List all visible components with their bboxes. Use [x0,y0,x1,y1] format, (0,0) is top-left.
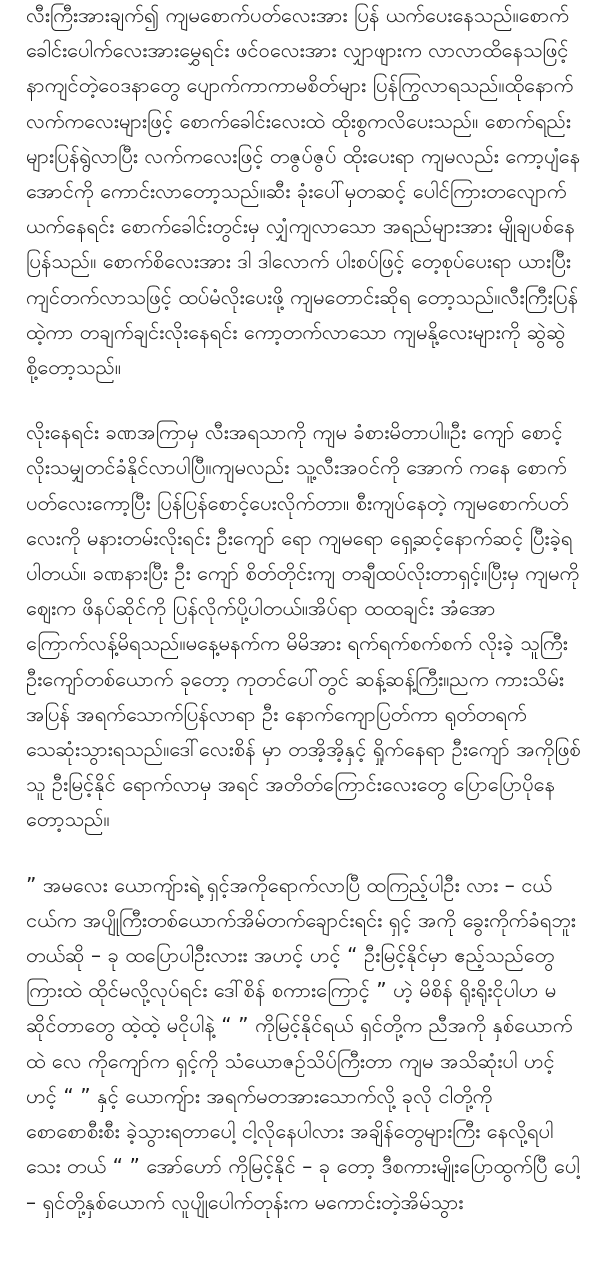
paragraph-3: ” အမလေး ယောကျ်ား​ရဲ့ ရှင့်အကိုရောက်လာပြီ ထကြည့်ပါဦး လား – ငယ်ငယ်က အပျိုကြီးတစ်ယောက်အိမ်တက်ချောင်းရင်း ရှင့် အကို ခွေးကိုက်ခံရဘူးတယ်ဆို – ခု ထပြောပါဦးလားး အဟင့် ဟင့် “ ဦးမြင့်နိုင်မှာ ဧည့်သည်တွေကြားထဲ ထိုင်မလို့လုပ်ရင်း ဒေါ်စိန် စကားကြောင့် ” ဟဲ့ မိစိန် ရိုးရိုးငိုပါဟ မဆိုင်တာတွေ ထဲ့ထဲ့ မငိုပါနဲ့ “ ” ကိုမြင့်နိုင်ရယ် ရှင်တို့က ညီအကို နှစ်ယောက်ထဲ လေ ကိုကျော်က ရှင့်ကို သံယောဇဉ်သိပ်ကြီးတာ ကျမ အသိဆုံးပါ ဟင့်ဟင့် “ ” နှင့် ယောကျ်ား အရက်မတအားသောက်လို့ ခုလို ငါတို့ကို စောစောစီးစီး ခဲ့သွားရတာပေါ့ ငါ့လိုနေပါလား အချိန်တွေများကြီး နေလို့ရပါသေး တယ် “ ” အော်ဟော် ကိုမြင့်နိုင် – ခု တော့ ဒီစကားမျိုးပြောထွက်ပြီ ပေါ့ – ရှင်တို့နှစ်ယောက် လူပျိုပေါက်တုန်းက မကောင်းတဲ့အိမ်သွား [26,872,587,1214]
paragraph-2: လိုးနေရင်း ခဏအကြာမှ လီးအရသာကို ကျမ ခံစားမိတာပါ။ဦး ကျော် စောင့်လိုးသမျှတင်ခံနိုင်လာပါပြီ။ကျမလည်း သူ့လီးအဝင်ကို အောက် ကနေ စောက်ပတ်လေးကော့ပြီး ပြန်ပြန်စောင့်ပေးလိုက်တာ။ စီးကျပ်နေတဲ့ ကျမစောက်ပတ်လေးကို မနားတမ်းလိုးရင်း ဦးကျော် ရော ကျမရော ရှေ့ဆင့်နောက်ဆင့် ပြီးခဲ့ရပါတယ်။ ခဏနားပြီး ဦး ကျော် စိတ်တိုင်းကျ တချီထပ်လိုးတာရှင့်။ပြီးမှ ကျမကို ဈေးက ဖိနပ်ဆိုင်ကို ပြန်လိုက်ပို့ပါတယ်။အိပ်ရာ ထထချင်း အံအော ကြောက်လန့်မိရသည်။မနေ့မနက်က မိမိအား ရက်ရက်စက်စက် လိုးခဲ့ သူကြီး ဦးကျော်တစ်ယောက် ခုတော့ ကုတင်ပေါ်တွင် ဆန့်ဆန့်ကြီး။ညက ကားသိမ်းအပြန် အရက်သောက်ပြန်လာရာ ဦး နောက်ကျောပြတ်ကာ ရုတ်တရက် သေဆုံးသွားရသည်။ဒေါ်လေးစိန် မှာ တအိ့အိ့နှင့် ရှိုက်နေရာ ဦးကျော် အကိုဖြစ်သူ ဦးမြင့်နိုင် ရောက်လာမှ အရင် အတိတ်ကြောင်းလေးတွေ ပြောပြောပိုနေ တော့သည်။ [26,420,586,832]
paragraph-1: လီးကြီးအားချက်၍ ကျမစောက်ပတ်လေးအား ပြန် ယက်ပေးနေသည်။စောက်ခေါင်းပေါက်လေးအားမွှေရင်း ဖင်ဝလေးအား လျှာဖျားက လာလာထိနေသဖြင့် နာကျင်တဲ့ဝေဒနာတွေ ပျောက်ကာကာမစိတ်များ ပြန်ကြွလာရသည်။ထိုနောက် လက်ကလေးများဖြင့် စောက်ခေါင်းလေးထဲ ထိုးစွကလိပေးသည်။ စောက်ရည်းများပြန်ရွဲလာပြီး လက်ကလေးဖြင့် တဇွပ်ဇွပ် ထိုးပေးရာ ကျမလည်း ကော့ပျံနေအောင်ကို ကောင်းလာတော့သည်။ဆီး ခုံးပေါ်မှတဆင့် ပေါင်ကြားတလျောက် ယက်နေရင်း စောက်ခေါင်းတွင်းမှ လျှံကျလာသော အရည်များအား မျိုချပစ်နေပြန်သည်။ စောက်စိလေးအား ဒါ ဒါလောက် ပါးစပ်ဖြင့် တေ့စုပ်ပေးရာ ယားပြီးကျင်တက်လာသဖြင့် ထပ်မံလိုးပေးဖို့ ကျမတောင်းဆိုရ တော့သည်။လီးကြီးပြန်ထဲ့ကာ တချက်ချင်းလိုးနေရင်း ကော့တက်လာသော ကျမနို့လေးများကို ဆွဲဆွဲ စို့တော့သည်။ [26,3,581,380]
